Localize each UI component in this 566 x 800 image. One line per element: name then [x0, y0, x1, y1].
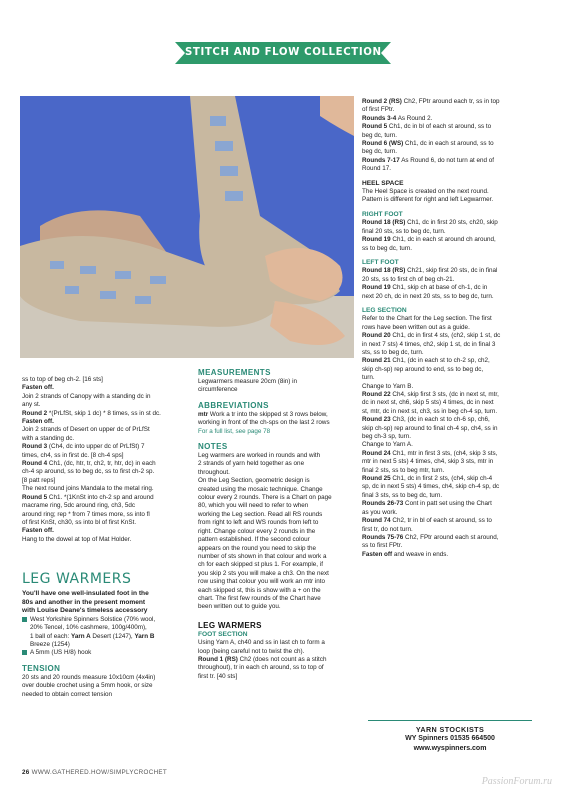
text-line: Round 24 Ch1, mtr in first 3 sts, (ch4, skip 3 sts,: [362, 449, 498, 457]
text-line: macrame ring, 5dc around ring, ch3, 5dc: [22, 502, 136, 510]
standfirst-line: You'll have one well-insulated foot in the: [22, 590, 149, 597]
materials-item: West Yorkshire Spinners Solstice (70% wool,: [22, 616, 182, 624]
text-line: Round 74 Ch2, tr in bl of each st around, ss to: [362, 517, 492, 525]
text-line: from right to left and WS rounds from left to: [198, 519, 319, 527]
text-line: working the Leg section. Read all RS rounds: [198, 510, 323, 518]
column-pattern: [362, 98, 540, 559]
abbreviations-heading: ABBREVIATIONS: [198, 400, 269, 410]
text-line: around ring; rep * from 7 times more, ss into fl: [22, 510, 150, 518]
text-line: with a standing dc.: [22, 434, 75, 442]
bullet-icon: [22, 650, 27, 655]
text-line: 20 sts and 20 rounds measure 10x10cm (4x4in): [22, 673, 156, 681]
materials-item: A 5mm (US H/8) hook: [22, 649, 182, 657]
leg-section-heading: LEG SECTION: [362, 306, 407, 314]
text-line: in next 7 sts) 4 times, ch2, skip 1 st, dc in final 3: [362, 340, 496, 348]
measurements-heading: MEASUREMENTS: [198, 368, 271, 377]
text-line: loop (being careful not to twist the ch).: [198, 647, 305, 655]
text-line: right. Change colour every 2 rounds in the: [198, 527, 316, 535]
text-line: Rounds 26-73 Cont in patt set using the Chart: [362, 500, 492, 508]
text-line: Round 4 Ch1, (dc, htr, tr, ch2, tr, htr, dc) in each: [22, 460, 156, 468]
text-line: Round 25 Ch1, dc in first 2 sts, (ch4, skip ch-4: [362, 475, 493, 483]
text-line: Join 2 strands of Desert on upper dc of PrLfSt: [22, 426, 150, 434]
text-line: any st.: [22, 401, 41, 409]
footer-site: WWW.GATHERED.HOW/SIMPLYCROCHET: [29, 769, 168, 776]
text-line: number of sts shown in that colour and work a: [198, 552, 327, 560]
text-line: The Heel Space is created on the next round.: [362, 188, 489, 196]
text-line: colour every 2 rounds. There is a Chart on page: [198, 494, 332, 502]
text-line: beg dc, turn.: [362, 131, 398, 139]
text-line: throughout), tr in each ch around, ss to top of: [198, 664, 324, 672]
text-line: 2 strands of yarn held together as one: [198, 460, 305, 468]
text-line: needed to obtain correct tension: [22, 690, 112, 698]
text-line: rows have been written out as a guide.: [362, 323, 470, 331]
text-line: st, mtr, dc in next st, ch3, ss in beg ch-4 sp, turn.: [362, 407, 498, 415]
text-line: sp, dc in next 5 sts) 4 times, ch4, skip ch-4 sp, dc: [362, 483, 500, 491]
text-line: of first FPtr.: [362, 106, 395, 114]
text-line: On the Leg Section, geometric design is: [198, 477, 310, 485]
left-foot-heading: LEFT FOOT: [362, 258, 399, 266]
text-line: Rounds 75-76 Ch2, FPtr around each st around,: [362, 533, 499, 541]
text-line: of first KnSt, ch30, ss into bl of first KnSt.: [22, 518, 137, 526]
text-line: Refer to the Chart for the Leg section. The first: [362, 315, 492, 323]
text-line: first tr, do not turn.: [362, 525, 413, 533]
text-line: final 20 sts, ss to beg dc, turn.: [362, 227, 446, 235]
text-line: over double crochet using a 5mm hook, or size: [22, 682, 153, 690]
text-line: each skipped st, this is show with a + on the: [198, 586, 321, 594]
text-line: appears on the round you need to skip the: [198, 544, 316, 552]
leg-warmers-intro: [22, 570, 182, 699]
right-foot-heading: RIGHT FOOT: [362, 210, 403, 218]
text-line: ch for each skipped st plus 1. For example, if: [198, 561, 323, 569]
text-line: been written out to guide you.: [198, 603, 281, 611]
abbreviations-link[interactable]: For a full list, see page 78: [198, 427, 271, 435]
text-line: Round 20 Ch1, dc in first 4 sts, (ch2, skip 1 st, dc: [362, 332, 501, 340]
text-line: Round 21 Ch1, (dc in each st to ch-2 sp, ch2,: [362, 357, 490, 365]
text-line: Join 2 strands of Canopy with a standing dc in: [22, 392, 151, 400]
text-line: Round 19 Ch1, dc in each st around ch around,: [362, 236, 496, 244]
text-line: times, ch4, ss in first dc. [8 ch-4 sps]: [22, 451, 124, 459]
bullet-icon: [22, 617, 27, 622]
stockists-website[interactable]: www.wyspinners.com: [413, 744, 487, 752]
text-line: turn.: [362, 374, 375, 382]
text-line: Round 18 (RS) Ch21, skip first 20 sts, dc in final: [362, 267, 498, 275]
legwarmers-photo: [20, 96, 354, 358]
standfirst-line: with Louise Deane's timeless accessory: [22, 607, 148, 615]
text-line: final 2 sts, ss to beg mtr, turn.: [362, 466, 445, 474]
text-line: dc in next st, ch6, skip 5 sts) 4 times, dc in next: [362, 399, 494, 407]
text-line: working in front of the ch-sps on the last 2 rows: [198, 419, 330, 427]
text-line: Change to Yarn B.: [362, 382, 414, 390]
yarn-stockists-box: [360, 720, 540, 753]
text-line: created using the mosaic technique. Change: [198, 485, 323, 493]
text-line: Round 3 (Ch4, dc into upper dc of PrLfSt) 7: [22, 443, 145, 451]
text-line: Round 22 Ch4, skip first 3 sts, (dc in next st, mtr,: [362, 391, 499, 398]
text-line: mtr in next 5 sts) 4 times, ch4, skip 3 sts, mtr in: [362, 458, 494, 466]
text-line: Round 2 *(PrLfSt, skip 1 dc) * 8 times, ss in st dc.: [22, 409, 161, 417]
text-line: skip ch-sp) rep around to end, ss to beg dc,: [362, 365, 484, 373]
leg-warmers-title: LEG WARMERS: [22, 571, 132, 587]
text-line: ch-4 sp around, ss to beg dc, ss to first ch-2 sp.: [22, 468, 155, 476]
text-line: Legwarmers measure 20cm (8in) in: [198, 378, 298, 385]
text-line: mtr Work a tr into the skipped st 3 rows below,: [198, 410, 328, 418]
text-line: as you work.: [362, 508, 398, 516]
text-line: beg dc, turn.: [362, 148, 398, 156]
text-line: final 3 sts, ss to beg dc, turn.: [362, 491, 443, 499]
text-line: Round 17.: [362, 165, 392, 173]
leg-warmers-heading: LEG WARMERS: [198, 620, 262, 630]
text-line: Pattern is different for right and left Legwarmer.: [362, 196, 494, 204]
text-line: Using Yarn A, ch40 and ss in last ch to form a: [198, 639, 325, 647]
text-line: ss to top of beg ch-2. [16 sts]: [22, 376, 103, 383]
section-banner: STITCH AND FLOW COLLECTION: [185, 42, 381, 64]
text-line: circumference: [198, 386, 238, 394]
text-line: Rounds 7-17 As Round 6, do not turn at end of: [362, 156, 494, 164]
text-line: Round 18 (RS) Ch1, dc in first 20 sts, ch20, skip: [362, 219, 498, 227]
text-line: Fasten off.: [22, 384, 54, 392]
text-line: Change to Yarn A.: [362, 441, 413, 449]
text-line: Round 19 Ch1, skip ch at base of ch-1, dc in: [362, 284, 488, 292]
text-line: chart. The first few rounds of the Chart have: [198, 594, 321, 602]
watermark: PassionForum.ru: [481, 776, 552, 787]
text-line: you skip 2 sts you will make a ch3. On the next: [198, 569, 329, 577]
text-line: Round 1 (RS) Ch2 (does not count as a stitch: [198, 655, 327, 663]
text-line: sts, ss to beg dc, turn.: [362, 348, 424, 356]
notes-heading: NOTES: [198, 442, 228, 452]
foot-section-heading: FOOT SECTION: [198, 630, 248, 638]
stockists-phone: WY Spinners 01535 664500: [405, 735, 495, 743]
page-footer: [22, 769, 167, 776]
text-line: skip ch-sp) rep around to final ch-4 sp, ch4, ss in: [362, 424, 498, 432]
text-line: Leg warmers are worked in rounds and with: [198, 452, 321, 460]
text-line: Round 5 Ch1. *(1KnSt into ch-2 sp and around: [22, 493, 154, 501]
legwarmers-illustration: [20, 96, 354, 358]
text-line: ss to first FPtr.: [362, 542, 403, 550]
page-number: 26: [22, 769, 30, 776]
text-line: Breeze (1254): [30, 641, 70, 648]
text-line: 1 ball of each: Yarn A Desert (1247), Yarn B: [30, 632, 155, 640]
stockists-divider: [368, 720, 532, 721]
text-line: 80, which you will need to refer to when: [198, 502, 309, 510]
text-line: row using that colour you will work an mtr into: [198, 578, 326, 586]
stockists-title: YARN STOCKISTS: [415, 725, 485, 734]
column-notes: [198, 368, 358, 681]
column-mandala-end: [22, 376, 182, 544]
text-line: The next round joins Mandala to the metal ring.: [22, 485, 154, 493]
text-line: ss to beg dc, turn.: [362, 244, 413, 252]
text-line: 20 sts, ss to first ch of beg ch-21.: [362, 275, 455, 283]
text-line: Hang to the dowel at top of Mat Holder.: [22, 535, 132, 543]
text-line: pattern established. If the second colour: [198, 536, 310, 544]
text-line: Round 23 Ch3, (dc in each st to ch-6 sp, ch6,: [362, 416, 490, 424]
standfirst-line: 80s and another in the present moment: [22, 598, 146, 606]
text-line: Fasten off and weave in ends.: [362, 550, 449, 558]
text-line: beg ch-3 sp, turn.: [362, 433, 412, 441]
text-line: throughout.: [198, 468, 230, 476]
text-line: Round 2 (RS) Ch2, FPtr around each tr, ss in top: [362, 98, 500, 105]
text-line: Round 6 (WS) Ch1, dc in each st around, ss to: [362, 140, 494, 148]
text-line: Fasten off.: [22, 527, 54, 535]
text-line: Rounds 3-4 As Round 2.: [362, 114, 433, 122]
text-line: Round 5 Ch1, dc in bl of each st around, ss to: [362, 123, 492, 131]
text-line: next 20 ch, dc in next 20 sts, ss to beg dc, turn.: [362, 292, 494, 300]
text-line: 20% Tencel, 10% cashmere, 100g/400m),: [30, 624, 147, 632]
text-line: [8 patt reps]: [22, 476, 56, 484]
heel-space-heading: HEEL SPACE: [362, 179, 404, 187]
text-line: first tr. [40 sts]: [198, 672, 238, 680]
text-line: Fasten off.: [22, 418, 54, 426]
tension-heading: TENSION: [22, 663, 61, 673]
